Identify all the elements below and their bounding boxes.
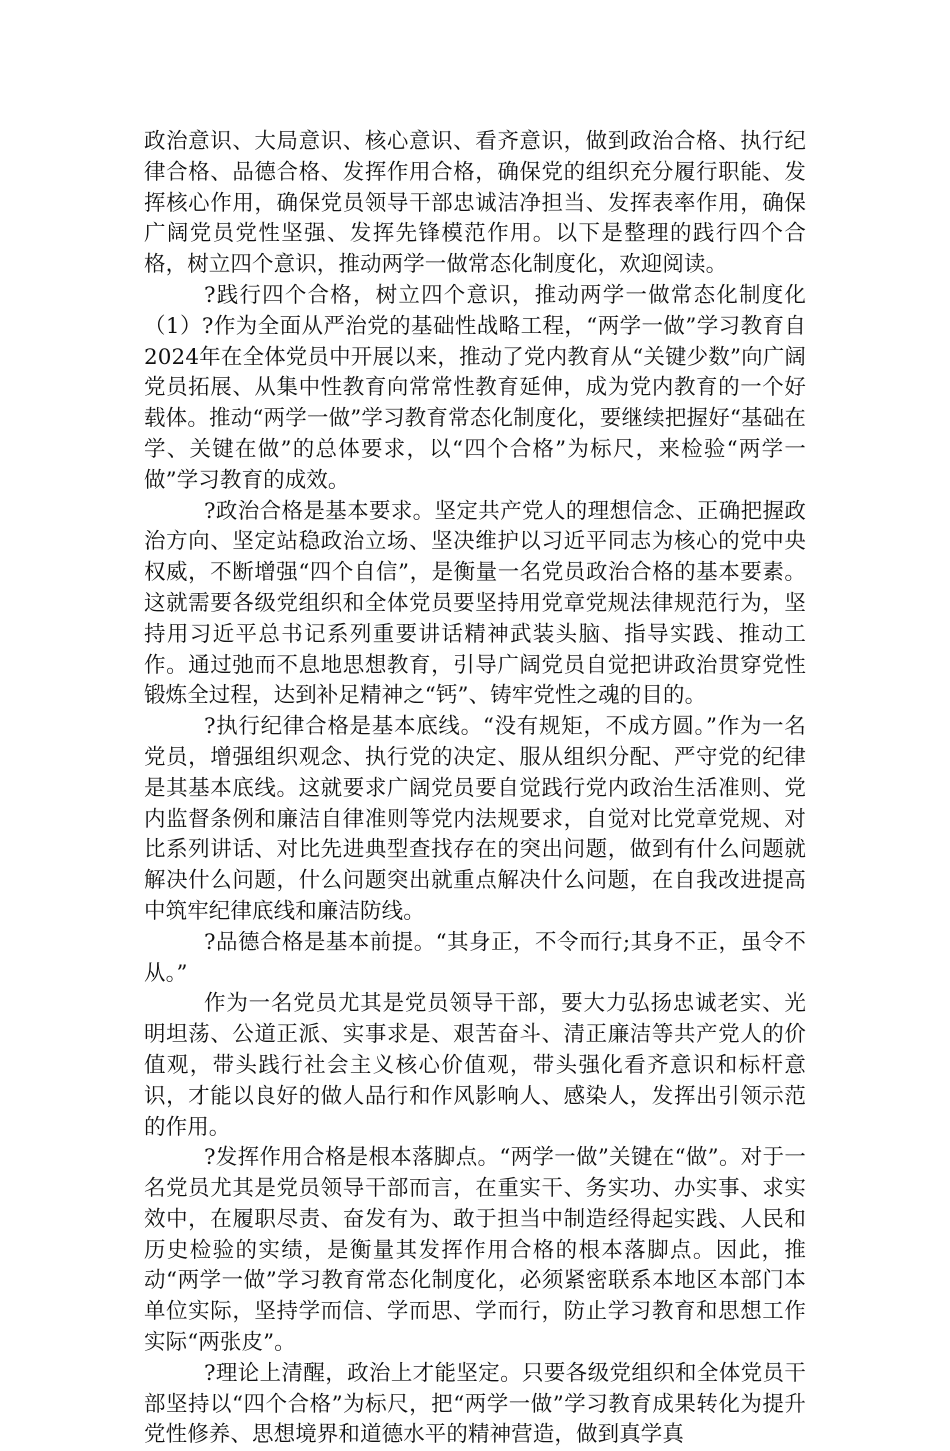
paragraph-intro: 政治意识、大局意识、核心意识、看齐意识，做到政治合格、执行纪律合格、品德合格、发挥作用合格，确保党的组织充分履行职能、发挥核心作用，确保党员领导干部忠诚洁净担当、发挥表率作用，确保广阔党员党性坚强、发挥先锋模范作用。以下是整理的践行四个合格，树立四个意识，推动两学一做常态化制度化，欢迎阅读。 — [144, 129, 806, 278]
paragraph-discipline: ?执行纪律合格是基本底线。“没有规矩，不成方圆。”作为一名党员，增强组织观念、执行党的决定、服从组织分配、严守党的纪律是其基本底线。这就要求广阔党员要自觉践行党内政治生活准则、党内监督条例和廉洁自律准则等党内法规要求，自觉对比党章党规、对比系列讲话、对比先进典型查找存在的突出问题，做到有什么问题就解决什么问题，什么问题突出就重点解决什么问题，在自我改进提高中筑牢纪律底线和廉洁防线。 — [144, 714, 806, 924]
paragraph-conclusion: ?理论上清醒，政治上才能坚定。只要各级党组织和全体党员干部坚持以“四个合格”为标尺，把“两学一做”学习教育成果转化为提升党性修养、思想境界和道德水平的精神营造，做到真学真 — [144, 1360, 806, 1448]
document-body — [144, 127, 806, 1451]
paragraph-heading-1: ?践行四个合格，树立四个意识，推动两学一做常态化制度化（1）?作为全面从严治党的基础性战略工程，“两学一做”学习教育自2024年在全体党员中开展以来，推动了党内教育从“关键少数”向广阔党员拓展、从集中性教育向常常性教育延伸，成为党内教育的一个好载体。推动“两学一做”学习教育常态化制度化，要继续把握好“基础在学、关键在做”的总体要求，以“四个合格”为标尺，来检验“两学一做”学习教育的成效。 — [144, 282, 806, 493]
paragraph-role-model: 作为一名党员尤其是党员领导干部，要大力弘扬忠诚老实、光明坦荡、公道正派、实事求是、艰苦奋斗、清正廉洁等共产党人的价值观，带头践行社会主义核心价值观，带头强化看齐意识和标杆意识，才能以良好的做人品行和作风影响人、感染人，发挥出引领示范的作用。 — [144, 991, 806, 1140]
paragraph-morality: ?品德合格是基本前提。“其身正，不令而行;其身不正，虽令不从。” — [144, 929, 806, 986]
paragraph-political: ?政治合格是基本要求。坚定共产党人的理想信念、正确把握政治方向、坚定站稳政治立场、坚决维护以习近平同志为核心的党中央权威，不断增强“四个自信”，是衡量一名党员政治合格的基本要素。这就需要各级党组织和全体党员要坚持用党章党规法律规范行为，坚持用习近平总书记系列重要讲话精神武装头脑、指导实践、推动工作。通过弛而不息地思想教育，引导广阔党员自觉把讲政治贯穿党性锻炼全过程，达到补足精神之“钙”、铸牢党性之魂的目的。 — [144, 498, 806, 709]
paragraph-function: ?发挥作用合格是根本落脚点。“两学一做”关键在“做”。对于一名党员尤其是党员领导干部而言，在重实干、务实功、办实事、求实效中，在履职尽责、奋发有为、敢于担当中制造经得起实践、人民和历史检验的实绩，是衡量其发挥作用合格的根本落脚点。因此，推动“两学一做”学习教育常态化制度化，必须紧密联系本地区本部门本单位实际，坚持学而信、学而思、学而行，防止学习教育和思想工作实际“两张皮”。 — [144, 1145, 806, 1356]
